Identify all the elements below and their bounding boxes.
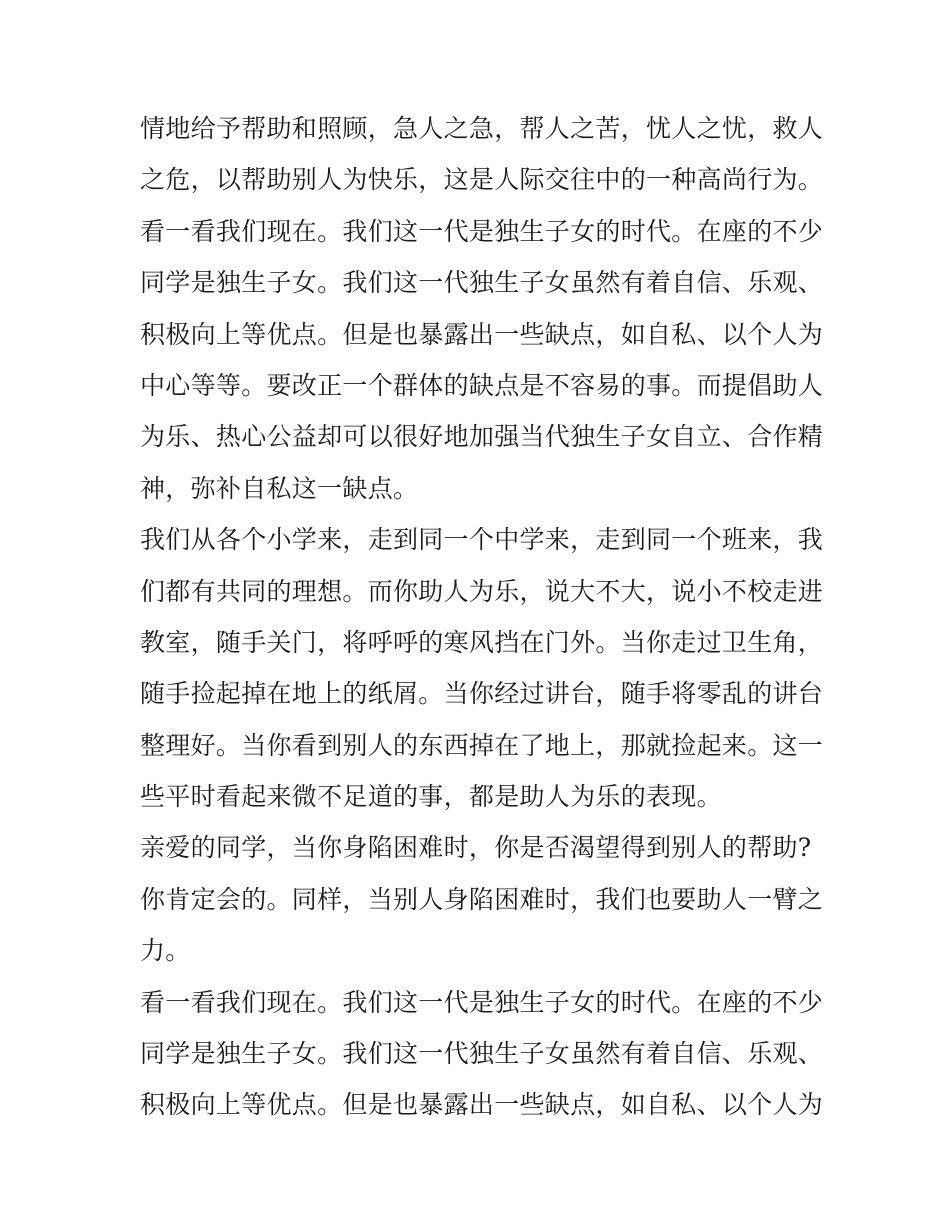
- text-line: 中心等等。要改正一个群体的缺点是不容易的事。而提倡助人: [140, 370, 824, 400]
- text-line: 你肯定会的。同样，当别人身陷困难时，我们也要助人一臂之: [140, 884, 824, 914]
- text-line: 看一看我们现在。我们这一代是独生子女的时代。在座的不少: [140, 987, 824, 1017]
- text-line: 积极向上等优点。但是也暴露出一些缺点，如自私、以个人为: [140, 319, 824, 349]
- text-line: 看一看我们现在。我们这一代是独生子女的时代。在座的不少: [140, 216, 824, 246]
- text-line: 为乐、热心公益却可以很好地加强当代独生子女自立、合作精: [140, 422, 824, 452]
- text-line: 同学是独生子女。我们这一代独生子女虽然有着自信、乐观、: [140, 1039, 824, 1069]
- text-line: 情地给予帮助和照顾，急人之急，帮人之苦，忧人之忧，救人: [140, 114, 824, 143]
- text-line: 力。: [140, 936, 191, 966]
- text-line: 亲爱的同学，当你身陷困难时，你是否渴望得到别人的帮助?: [140, 833, 812, 863]
- text-line: 同学是独生子女。我们这一代独生子女虽然有着自信、乐观、: [140, 268, 824, 298]
- text-line: 积极向上等优点。但是也暴露出一些缺点，如自私、以个人为: [140, 1090, 824, 1120]
- text-line: 教室，随手关门，将呼呼的寒风挡在门外。当你走过卫生角，: [140, 627, 824, 657]
- text-line: 之危，以帮助别人为快乐，这是人际交往中的一种高尚行为。: [140, 165, 824, 195]
- text-line: 神，弥补自私这一缺点。: [140, 473, 419, 503]
- text-line: 随手捡起掉在地上的纸屑。当你经过讲台，随手将零乱的讲台: [140, 679, 824, 709]
- text-line: 我们从各个小学来，走到同一个中学来，走到同一个班来，我: [140, 525, 824, 555]
- body-text: [140, 103, 824, 1131]
- text-line: 们都有共同的理想。而你助人为乐，说大不大，说小不校走进: [140, 576, 824, 606]
- text-line: 整理好。当你看到别人的东西掉在了地上，那就捡起来。这一: [140, 730, 824, 760]
- text-line: 些平时看起来微不足道的事，都是助人为乐的表现。: [140, 782, 722, 812]
